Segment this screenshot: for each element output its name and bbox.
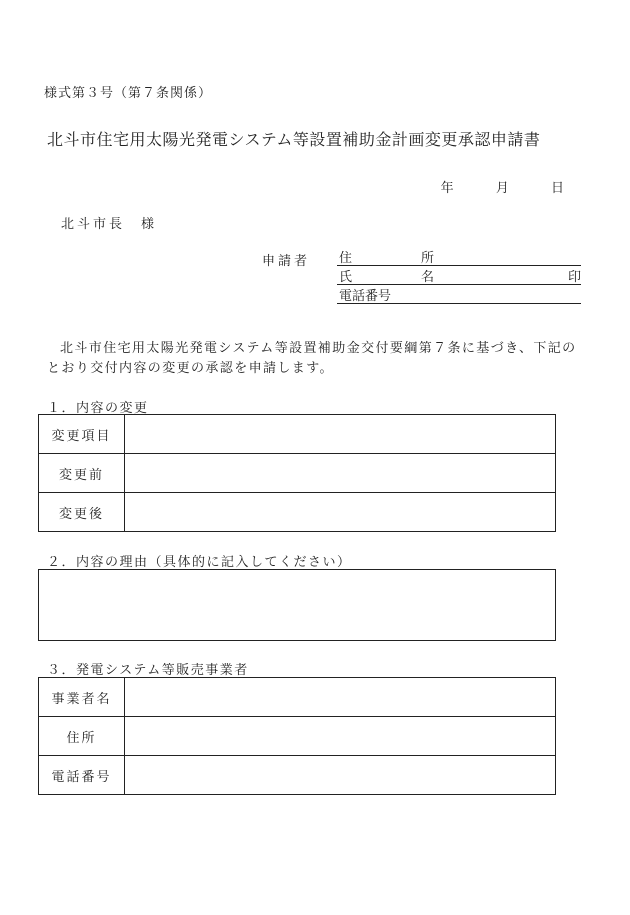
- vendor-name-label: 事業者名: [39, 678, 125, 717]
- date-line: [441, 177, 564, 196]
- after-change-label: 変更後: [39, 493, 125, 532]
- vendor-address-label: 住所: [39, 717, 125, 756]
- after-change-cell[interactable]: [125, 493, 556, 532]
- vendor-phone-cell[interactable]: [125, 756, 556, 795]
- vendor-name-cell[interactable]: [125, 678, 556, 717]
- change-item-label: 変更項目: [39, 415, 125, 454]
- document-title: 北斗市住宅用太陽光発電システム等設置補助金計画変更承認申請書: [47, 130, 541, 149]
- request-statement: 北斗市住宅用太陽光発電システム等設置補助金交付要綱第７条に基づき、下記のとおり交付内容の変更の承認を申請します。: [47, 341, 577, 376]
- change-details-table: [38, 414, 556, 532]
- change-item-cell[interactable]: [125, 415, 556, 454]
- date-year: 年: [440, 181, 454, 196]
- vendor-table: [38, 677, 556, 795]
- applicant-label: 申請者: [262, 254, 311, 269]
- table-row: [39, 493, 556, 532]
- form-number: 様式第３号（第７条関係）: [44, 86, 213, 101]
- before-change-cell[interactable]: [125, 454, 556, 493]
- vendor-address-cell[interactable]: [125, 717, 556, 756]
- table-row: [39, 454, 556, 493]
- section-3-heading: ３．発電システム等販売事業者: [47, 663, 249, 678]
- table-row: [39, 717, 556, 756]
- applicant-name-field[interactable]: [337, 266, 581, 285]
- before-change-label: 変更前: [39, 454, 125, 493]
- date-day: 日: [550, 181, 564, 196]
- section-2-heading: ２．内容の理由（具体的に記入してください）: [47, 555, 352, 570]
- vendor-phone-label: 電話番号: [39, 756, 125, 795]
- addressee: 北斗市長 様: [61, 217, 158, 232]
- applicant-phone-field[interactable]: [337, 285, 581, 304]
- section-1-heading: １．内容の変更: [47, 401, 149, 416]
- table-row: [39, 756, 556, 795]
- table-row: [39, 678, 556, 717]
- address-label: 住 所: [339, 251, 463, 266]
- date-month: 月: [495, 181, 509, 196]
- phone-label: 電話番号: [339, 289, 392, 304]
- reason-box[interactable]: [38, 569, 556, 641]
- seal-mark: 印: [567, 270, 581, 285]
- name-label: 氏 名: [339, 270, 463, 285]
- applicant-address-field[interactable]: [337, 247, 581, 266]
- table-row: [39, 415, 556, 454]
